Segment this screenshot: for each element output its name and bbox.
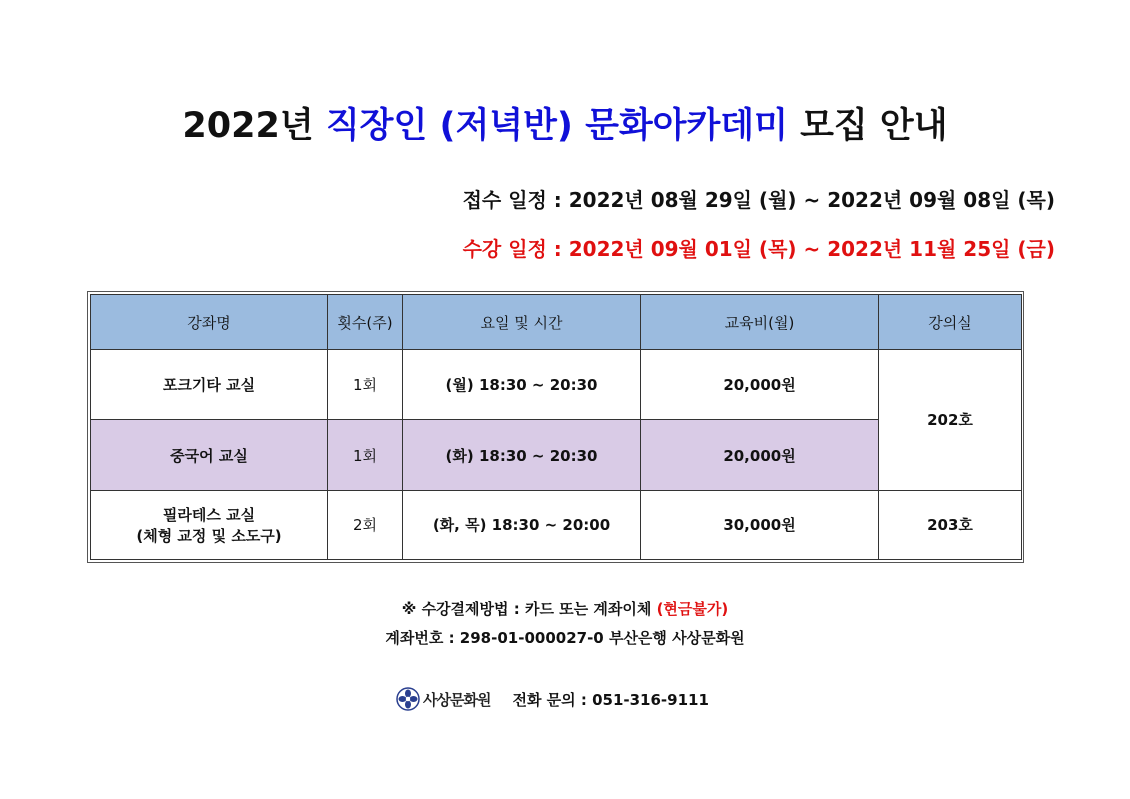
course-count: 1회 — [328, 350, 403, 420]
footer — [396, 687, 709, 711]
course-fee: 20,000원 — [641, 420, 879, 490]
course-fee: 20,000원 — [641, 350, 879, 420]
page-title — [0, 98, 1130, 148]
course-name-cell — [91, 490, 328, 559]
logo-text: 사상문화원 — [423, 690, 491, 709]
course-time: (화) 18:30 ~ 20:30 — [403, 420, 641, 490]
course-count: 1회 — [328, 420, 403, 490]
payment-note — [0, 598, 1130, 619]
contact-info: 전화 문의 : 051-316-9111 — [512, 690, 709, 709]
payment-method: ※ 수강결제방법 : 카드 또는 계좌이체 — [401, 600, 652, 618]
table-row — [91, 350, 1022, 420]
table-header-row — [91, 295, 1022, 350]
registration-schedule: 접수 일정 : 2022년 08월 29일 (월) ~ 2022년 09월 08일 (목) — [462, 188, 1055, 212]
course-fee: 30,000원 — [641, 490, 879, 559]
course-room: 202호 — [879, 350, 1022, 491]
course-schedule: 수강 일정 : 2022년 09월 01일 (목) ~ 2022년 11월 25일 (금) — [462, 237, 1055, 261]
title-suffix: 모집 안내 — [800, 106, 948, 146]
course-name: 포크기타 교실 — [91, 350, 328, 420]
flower-emblem-icon — [396, 687, 420, 711]
header-fee: 교육비(월) — [641, 295, 879, 350]
course-name: 중국어 교실 — [91, 420, 328, 490]
payment-warning: (현금불가) — [656, 600, 729, 618]
title-highlight: 직장인 (저녁반) 문화아카데미 — [325, 106, 788, 146]
header-time: 요일 및 시간 — [403, 295, 641, 350]
course-table — [87, 291, 1024, 563]
course-name: 필라테스 교실 — [162, 505, 256, 524]
title-prefix: 2022년 — [182, 106, 314, 146]
table-row — [91, 490, 1022, 559]
course-time: (월) 18:30 ~ 20:30 — [403, 350, 641, 420]
course-room: 203호 — [879, 490, 1022, 559]
header-course-name: 강좌명 — [91, 295, 328, 350]
logo — [396, 687, 490, 711]
course-count: 2회 — [328, 490, 403, 559]
account-note: 계좌번호 : 298-01-000027-0 부산은행 사상문화원 — [385, 629, 745, 647]
course-name-sub: (체형 교정 및 소도구) — [136, 526, 282, 545]
course-time: (화, 목) 18:30 ~ 20:00 — [403, 490, 641, 559]
header-count: 횟수(주) — [328, 295, 403, 350]
header-room: 강의실 — [879, 295, 1022, 350]
